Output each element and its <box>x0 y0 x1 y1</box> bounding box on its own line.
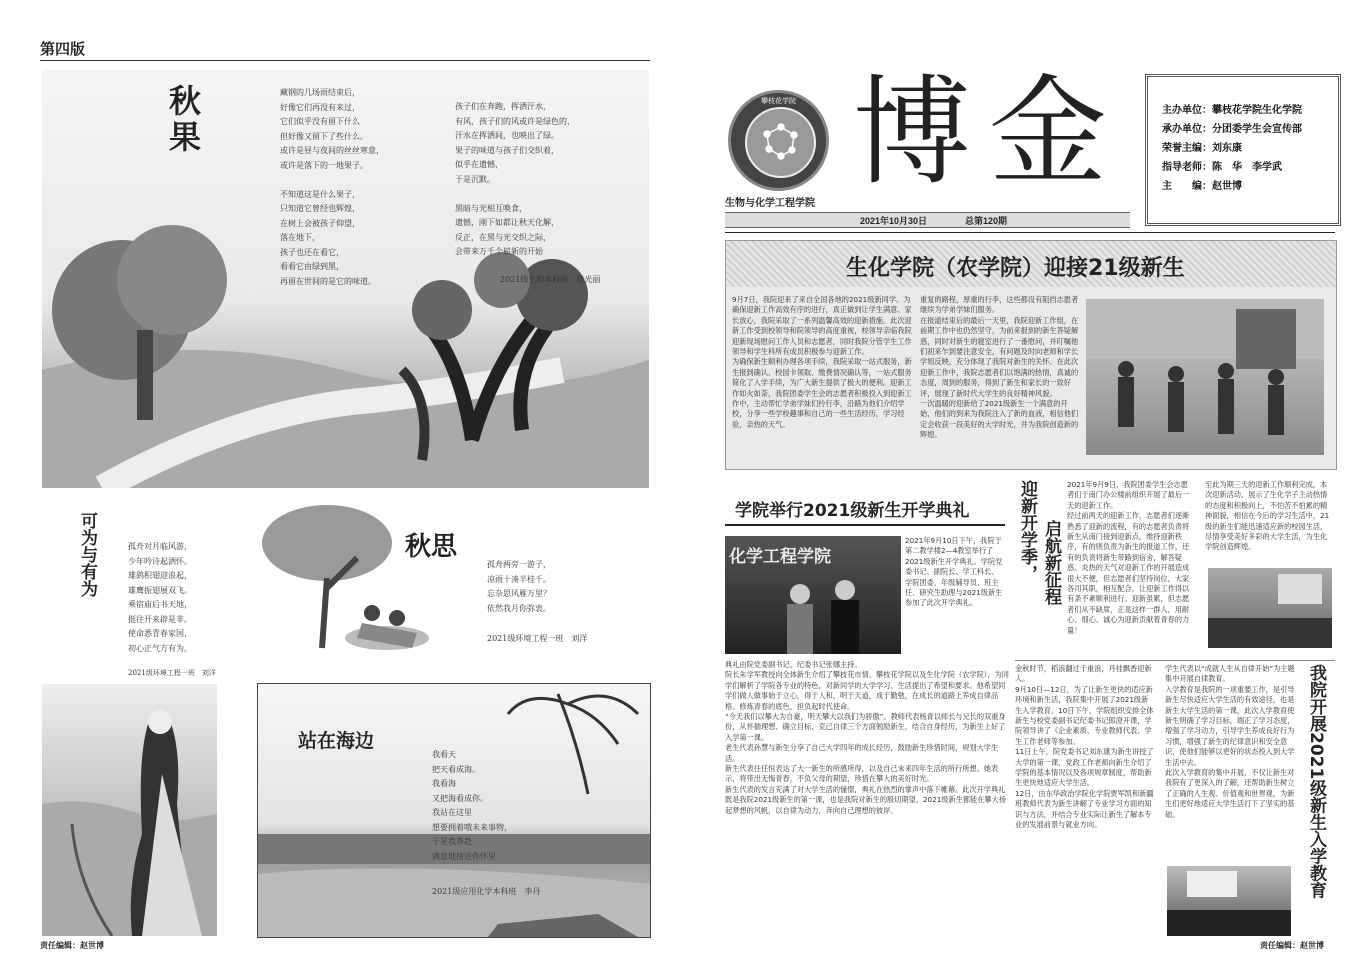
info-row <box>1162 101 1302 120</box>
poem2-title: 可为与有为 <box>77 512 97 597</box>
info-label: 主 编： <box>1162 181 1212 192</box>
article1-headline: 生化学院（农学院）迎接21级新生 <box>846 256 1185 281</box>
article4-col1: 金秋时节，稻浪翻过千重浪，丹桂飘香迎新人。 9月10日—12日，为了让新生更快的适应新环境和新生活，我院集中开展了2021级新生入学教育。10日下午，学院组织安排全体新生与校党委副书记纪委书记郎澄开课，学院领导讲了《企业素质、专业教师代表、学生工作老师等参加。 11日上午，院党委书记刘东康为新生讲授了大学的第一课，党政工作老师向新生介绍了学院的基本情况以及各项规章制度，帮助新生更快地适应大学生活。 12日，由东华政治学院化学院贾军凯和新疆班教师代表为新生讲解了专业学习方面的知识与方法，并结合专业实际让新生了解本专业的发展前景与就业方向。 <box>1015 664 1154 830</box>
masthead-title: 博金 <box>853 63 1126 201</box>
article2-body: 典礼由院党委副书记、纪委书记张娜主持。 院长朱学军教授向全体新生介绍了攀枝花市情、攀枝花学院以及生化学院（农学院），为同学们解析了学院各专业的特色，对新同学的大学学习、生活提出了希望和要求。他希望同学们做人做事始于立心，得于人和，明于天道，成于勤勉，在成长的道路上养成自律品格、修炼青春的底色，担负起时代使命。 “今天我们以攀大为自豪，明天攀大以我们为骄傲”。教师代表杨青以师长与兄长的双重身份，从怀揣理想、确立目标、克己自律三个方面勉励新生，结合自身经历，为新生上好了入学第一课。 老生代表孙慧与新生分享了自己大学四年的成长经历，鼓励新生珍惜时间，规划大学生活。 新生代表往任恒表达了大一新生的所感所得，以及自己未来四年生活的所行所想。她表示，将带出无悔青春，不负父母的期望，珍惜在攀大的美好时光。 新生代表的发言充满了对大学生活的憧憬，典礼在热烈的掌声中落下帷幕。此次开学典礼既是我院2021级新生的第一课，也是我院对新生的殷切期望，2021级新生都能在攀大扬起梦想的风帆，以自律为动力，奔向自己理想的彼岸。 <box>725 660 1009 815</box>
article4-vtitle: 我院开展2021级新生入学教育 <box>1306 664 1326 899</box>
date-bar <box>725 212 1130 228</box>
article2-headline-rule <box>725 524 1005 526</box>
article3-divider <box>1015 660 1335 661</box>
issue-date: 2021年10月30日 <box>860 216 928 226</box>
left-editor: 责任编辑：赵世博 <box>40 941 104 950</box>
info-label: 主办单位： <box>1162 105 1212 116</box>
poem1-col2: 孩子们在奔跑，挥洒汗水， 有风，孩子们的风或许是绿色的， 汗水在挥洒间，也映出了绿。 果子的味道与孩子们交织着， 似乎在遗憾， 于是沉默。 黑暗与光相互唤食， 遗憾，刚下如都让秋天化解， 反正，在黑与光交织之际， 会带来万千个崭新的开始 <box>455 102 575 256</box>
tree-lovers-svg <box>257 498 447 673</box>
lady-illustration <box>42 684 217 936</box>
info-label: 承办单位： <box>1162 124 1212 135</box>
college-logo <box>728 90 829 191</box>
opening-ceremony-photo <box>725 536 901 654</box>
edition-rule <box>40 60 650 61</box>
volunteer-photo <box>1208 568 1332 648</box>
poem3-title: 秋思 <box>405 532 458 562</box>
poem3-author: 2021级环境工程一班 刘洋 <box>487 634 588 643</box>
logo-inner <box>745 107 816 178</box>
info-value: 赵世博 <box>1212 181 1242 192</box>
info-value: 攀枝花学院生化学院 <box>1212 105 1302 116</box>
masthead-rule <box>725 232 1335 233</box>
poem1-author: 2021级生物本科班 桂光丽 <box>500 275 601 284</box>
article1-col2: 重复的路程，厚重的行李，这些都没有阻挡志愿者继续为学弟学妹们服务。 在报道结束后的最后一天里，我院迎新工作组，在前期工作中也仍然坚守，为前来报到的新生答疑解惑，同时对新生的寝室进行了一番慰问，并叮嘱他们初来乍到要注意安全，有问题及时向老师和学长学姐反映，充分体现了我院对新生的关怀。在此次迎新工作中，我院志愿者们以饱满的热情，真诚的态度，周到的服务，得到了新生和家长的一致好评，展现了新时代大学生的良好精神风貌。 一次温暖的迎新给了2021级新生一个满意的开始，他们的到来为我院注入了新的血液，相信他们定会收获一段美好的大学时光，并为我院创造新的辉煌。 <box>920 295 1079 440</box>
photo-svg <box>1086 299 1324 455</box>
poem4-body: 我看天 把天看成海。 我看海 又把海看成你。 我站在这里 想要拥着哦未来事物， 于是我奔赴 满意地接进你怀里 <box>432 750 512 861</box>
info-row <box>1162 139 1302 158</box>
masthead-college: 生物与化学工程学院 <box>725 198 815 209</box>
article3-vtitle2: 启航新征程 <box>1041 520 1061 605</box>
info-label: 指导老师： <box>1162 162 1212 173</box>
article1-col1: 9月7日，我院迎来了来自全国各地的2021级新同学。为确保迎新工作高效有序的进行，真正做到让学生满意、家长放心，我院采取了一系列温馨高效的迎新措施。此次迎新工作受到校领导和院领导的高度重视，校领导亲临我院迎新现场慰问工作人员和志愿者，同时我院分管学生工作领导和学生科所有成员积极参与迎新工作。 为确保新生顺利办理各项手续，我院采取一站式服务，新生报到确认、校园卡领取、缴费情况确认等，一站式服务简化了入学手续，为广大新生提供了极大的便利。迎新工作如火如荼，我院团委学生会的志愿者积极投入到迎新工作中，主动帮忙学弟学妹们拎行李，沿路为他们介绍学校，分享一些学校趣事和自己的一些生活经历，学习经验，亲热的天气。 <box>732 295 912 429</box>
right-page <box>715 0 1345 979</box>
article4-col2: 学生代表以“成就人生从自律开始”为主题集中开展自律教育。 入学教育是我院的一项重要工作，是引导新生尽快适应大学生活的有效途径，也是新生大学生活的第一课，此次入学教育使新生明确了学习目标，端正了学习态度，增强了学习动力，引导学生养成良好行为习惯，增强了新生的纪律意识和安全意识，使他们能够以更好的状态投入到大学生活中去。 此次入学教育的集中开展，不仅让新生对我院有了更深入的了解，还帮助新生树立了正确的人生观、价值观和世界观，为新生们更好地适应大学生活打下了坚实的基础。 <box>1165 664 1295 819</box>
molecule-icon <box>747 109 814 176</box>
article3-col2: 至此为期三天的迎新工作顺利完成，本次迎新活动，展示了生化学子主动热情的态度和积极向上，不怕苦不怕累的精神面貌，相信在今后的学习生活中，21级的新生们能迅速适应新的校园生活，尽情享受美好多彩的大学生活，为生化学院创造辉煌。 <box>1205 480 1330 552</box>
logo-text: 攀枝花学院 <box>761 98 796 105</box>
poem1-col1: 藏钢的几场雨结束后， 好像它们再没有来过， 它们似乎没有留下什么 但好像又留下了些什么。 或许是昼与夜间的丝丝寒意， 或许是落下的一地果子。 不知道这是什么果子， 只知道它曾经也辉煌， 在树上会被孩子仰望， 落在地下， 孩子也还在看它， 看看它由绿到黑， 再留在世间的是它的味道。 <box>280 88 384 286</box>
info-value: 分团委学生会宣传部 <box>1212 124 1302 135</box>
poem4-author: 2021级应用化学本科班 李丹 <box>432 887 541 896</box>
lady-svg <box>42 684 217 936</box>
poem1-title: 秋果 <box>164 84 202 156</box>
info-row <box>1162 158 1302 177</box>
article3-vtitle1: 迎新开学季， <box>1017 480 1037 582</box>
poem4-frame <box>257 683 651 938</box>
poem4-title: 站在海边 <box>298 730 375 752</box>
poem2-body: 孤舟对月临风游， 少年吟诗起洒怀。 雄鹞积翅迎浪起， 雄鹰振翅展双飞。 乘宿庙后书天地， 挺往开来辟是非。 使命悉青春家国， 初心正气方有为。 <box>128 542 192 653</box>
poem2-author: 2021级环境工程一班 刘洋 <box>128 669 216 677</box>
article2-headline: 学院举行2021级新生开学典礼 <box>735 501 970 521</box>
info-value: 刘东康 <box>1212 143 1242 154</box>
article1-box <box>725 240 1337 470</box>
poem3-body: 孤舟两旁一游子， 凉雨十凑半桂千。 忘杂思风雁万里？ 依然我月你弥衷。 <box>487 560 551 613</box>
issue-number: 总第120期 <box>965 216 1008 226</box>
info-row <box>1162 120 1302 139</box>
edition-label: 第四版 <box>40 40 86 58</box>
info-list <box>1162 101 1302 196</box>
info-label: 荣誉主编： <box>1162 143 1212 154</box>
ceremony-svg <box>725 536 901 654</box>
orientation-lecture-photo <box>1167 866 1291 936</box>
info-value: 陈 华 李学武 <box>1212 162 1282 173</box>
info-row <box>1162 177 1302 196</box>
freshman-arrival-photo <box>1086 299 1324 455</box>
lecture-svg <box>1167 866 1291 936</box>
left-page <box>0 0 660 979</box>
right-editor: 责任编辑：赵世博 <box>1260 941 1324 950</box>
article2-lead: 2021年9月10日下午，我院于第二教学楼2—4教室举行了2021级新生开学典礼。学院党委书记、副院长、学工科长、学院团委、年级辅导员、班主任、研究生助理与2021级新生参加了此次开学典礼。 <box>905 536 1003 608</box>
ceremony-banner-text: 化学工程学院 <box>729 547 831 566</box>
info-box <box>1145 74 1341 226</box>
volunteer-svg <box>1208 568 1332 648</box>
article3-col1: 2021年9月9日，我院团委学生会志愿者们于南门办公楼前组织开展了最后一天的迎新工作。 经过前两天的迎新工作，志愿者们逐渐熟悉了迎新的流程，有的志愿者负责将新生从南门接到迎新点，维持迎新秩序，有的则负责为新生的报道工作，还有的负责将新生带路到宿舍，解答疑惑。炎热的天气对迎新工作的开展造成很大不便，但志愿者们坚持岗位，大家各司其职，相互配合，让迎新工作得以有条不紊顺利进行。迎新虽累，但志愿者们从不缺席，正是这样一群人，用耐心、细心、诚心为迎新贡献着青春的力量！ <box>1067 480 1190 635</box>
tree-lovers-illustration <box>257 498 447 673</box>
